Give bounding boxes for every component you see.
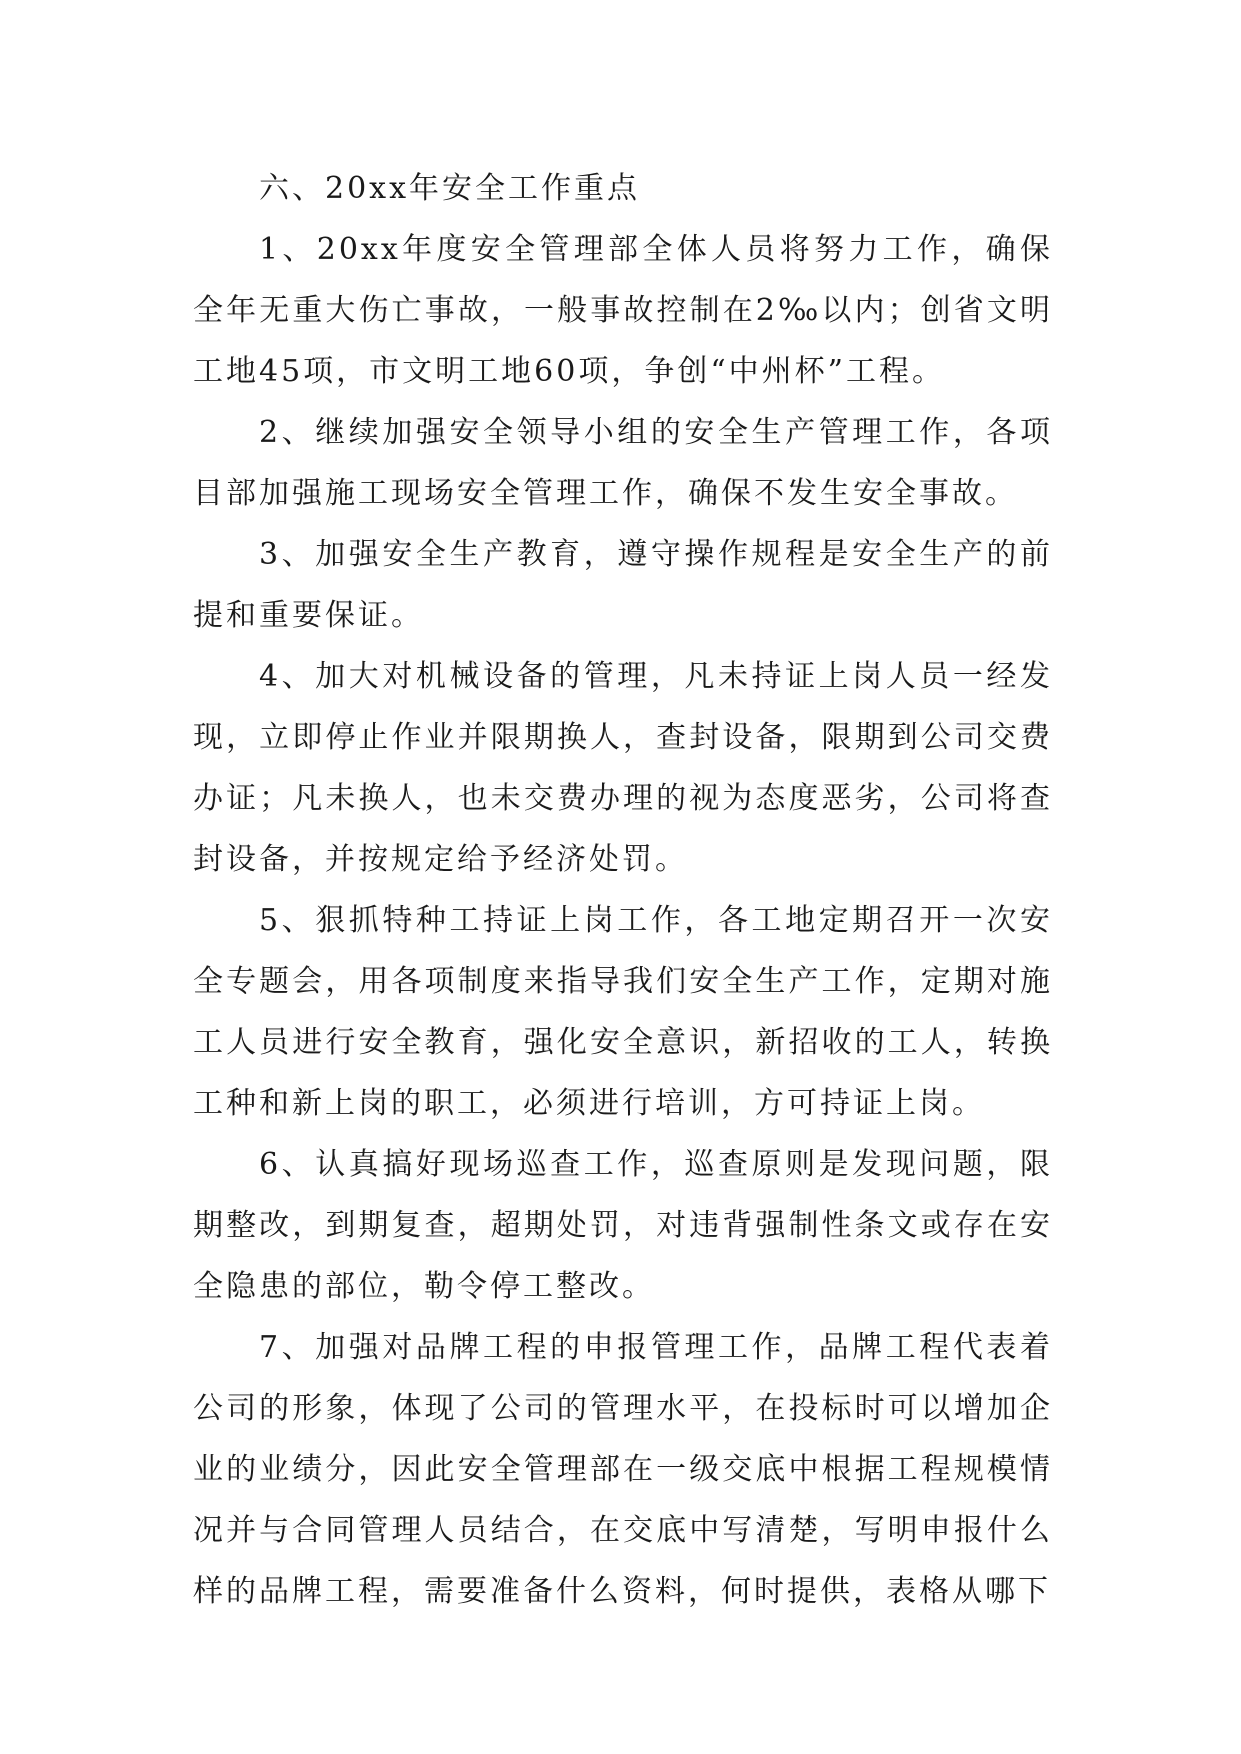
- paragraph-item-1: 1、20xx年度安全管理部全体人员将努力工作，确保全年无重大伤亡事故，一般事故控制在2‰以内；创省文明工地45项，市文明工地60项，争创“中州杯”工程。: [193, 232, 1053, 389]
- section-heading: 六、20xx年安全工作重点: [259, 171, 641, 206]
- paragraph-item-3: 3、加强安全生产教育，遵守操作规程是安全生产的前提和重要保证。: [193, 537, 1053, 633]
- paragraph-item-4: 4、加大对机械设备的管理，凡未持证上岗人员一经发现，立即停止作业并限期换人，查封设备，限期到公司交费办证；凡未换人，也未交费办理的视为态度恶劣，公司将查封设备，并按规定给予经济处罚。: [193, 659, 1053, 877]
- document-body: [193, 158, 1053, 1622]
- paragraph-item-7: 7、加强对品牌工程的申报管理工作，品牌工程代表着公司的形象，体现了公司的管理水平，在投标时可以增加企业的业绩分，因此安全管理部在一级交底中根据工程规模情况并与合同管理人员结合，在交底中写清楚，写明申报什么样的品牌工程，需要准备什么资料，何时提供，表格从哪下: [193, 1330, 1053, 1609]
- paragraph-item-5: 5、狠抓特种工持证上岗工作，各工地定期召开一次安全专题会，用各项制度来指导我们安全生产工作，定期对施工人员进行安全教育，强化安全意识，新招收的工人，转换工种和新上岗的职工，必须进行培训，方可持证上岗。: [193, 903, 1053, 1121]
- paragraph-item-2: 2、继续加强安全领导小组的安全生产管理工作，各项目部加强施工现场安全管理工作，确保不发生安全事故。: [193, 415, 1053, 511]
- paragraph-item-6: 6、认真搞好现场巡查工作，巡查原则是发现问题，限期整改，到期复查，超期处罚，对违背强制性条文或存在安全隐患的部位，勒令停工整改。: [193, 1147, 1053, 1304]
